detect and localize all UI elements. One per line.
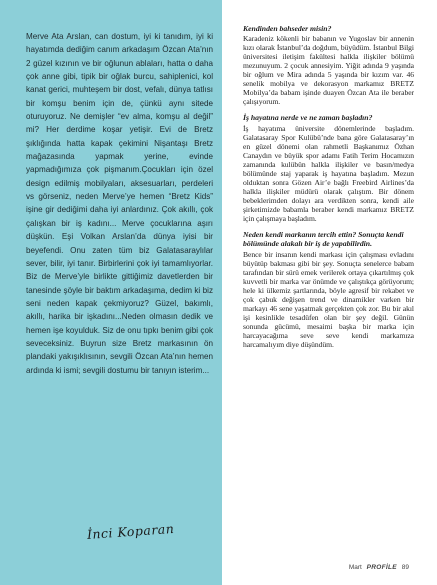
footer-page-number: 89: [401, 564, 409, 571]
footer-month: Mart: [348, 564, 362, 571]
interview-question-2: İş hayatına nerde ve ne zaman başladın?: [243, 113, 373, 123]
interview-column: [243, 24, 414, 356]
interview-answer-3: Bence bir insanın kendi markası için çalışması evladını büyütüp bakması gibi bir şey. Sonuçta senelerce babam tarafından bir sürü emek verilerek ortaya çıkartılmış çok kuvvetli bir marka var önümde ve çalıştıkça görüyorum; hele ki ülkemiz şartlarında, böyle agresif bir rekabet ve çok çabuk değişen trend ve dinamikler varken bir markayı 46 sene yaşatmak gerçekten çok zor. Bu bir akıl işi kesinlikle tesadüfen olan bir şey değil. Günün sonunda gücümü, mesaimi başka bir marka için harcayacağıma seve seve kendi markamıza harcamalıyım diye düşündüm.: [243, 249, 414, 349]
intro-text: Merve Ata Arslan, can dostum, iyi ki tanıdım, iyi ki hayatımda dediğim canım arkadaşım Özcan Ata’nın 2 güzel kızının ve bir oğlunun ablaları, hatta o daha çok anne gibi, tipik bir oğlak burcu, sahiplenici, kol kanat gerici, muhteşem bir dost, vefalı, dünya tatlısı bir komşu benim için de, çünkü aynı sitede oturuyoruz. Ne demişler “ev alma, komşu al değil” mi? Her derdime koşar yetişir. Evi de Bretz şıklığında hatta kapak çekimini Nişantaşı Bretz mağazasında yapmak yerine, evinde yapmadığımıza çok pişmanım.Çocukları için özel design edilmiş mobilyaları, aksesuarları, perdeleri vs görseniz, neden Merve’ye hemen “Bretz Kids” işine gir dediğimi daha iyi anlardınız. Çok akıllı, çok çalışkan bir iş kadını... Merve çocuklarına aşırı düşkün. Eşi Volkan Arslan’da dünya iyisi bir beyefendi. Onu zaten tüm biz Galatasaraylılar sever, bilir, iyi tanır. Birbirlerini çok iyi tamamlıyorlar. Biz de Merve’yle birlikte gittiğimiz davetlerden bir tanesinde şöyle bir baktım arkadaşıma, dedim ki biz seni neden kapak çekmiyoruz? Güzel, bakımlı, akıllı, harika bir işkadını...Neden olmasın dedik ve hemen işe koyulduk. Siz de onu tıpkı benim gibi çok seveceksiniz. Buyrun size Bretz markasının ön plandaki yakışıklısının, sevgili Özcan Ata’nın hemen ardında ki ismi; sevgili dostumu bir tanıyın isterim...: [26, 32, 213, 375]
interview-question-1: Kendinden bahseder misin?: [243, 24, 332, 33]
footer-magazine-name: PROFİLE: [366, 564, 397, 571]
author-signature: İnci Koparan: [86, 520, 175, 542]
interview-answer-1: Karadeniz kökenli bir babanın ve Yugoslav bir annenin kızı olarak İstanbul’da doğdum, büyüdüm. İstanbul Bilgi üniversitesi iletişim fakültesi halkla ilişkiler bölümü mezunuyum. 2 çocuk annesiyim. Yiğit adında 9 yaşında bir oğlum ve Mira adında 5 yaşında bir kızım var. 46 senelik mobilya ve dekorasyon markamız BRETZ Mobilya’da babam işinde duayen Özcan Ata ile beraber çalışıyorum.: [243, 34, 414, 107]
interview-answer-2: İş hayatıma üniversite dönemlerinde başladım. Galatasaray Spor Kulübü’nde bana göre Galatasaray’ın en güzel dönemi olan rahmetli Başkanımız Özhan Canaydın ve büyük spor adamı Fatih Terim Hocamızın zamanında kulübün halkla ilişkiler ve basın/medya bölümünde staj yaparak iş hayatına başladım. Mezun olduktan sonra Gözen Air’e bağlı Freebird Airlines’da halkla ilişkiler müdürü olarak çalıştım. Bir dönem bebeklerimden dolayı ara verdikten sonra, kendi aile şirketimizde babamla beraber kendi markamız BRETZ için çalışmaya başladım.: [243, 123, 414, 223]
page-footer: [349, 564, 409, 571]
interview-question-3: Neden kendi markanın tercih ettin? Sonuçta kendi bölümünde alakalı bir iş de yapabilirdin.: [243, 229, 404, 249]
